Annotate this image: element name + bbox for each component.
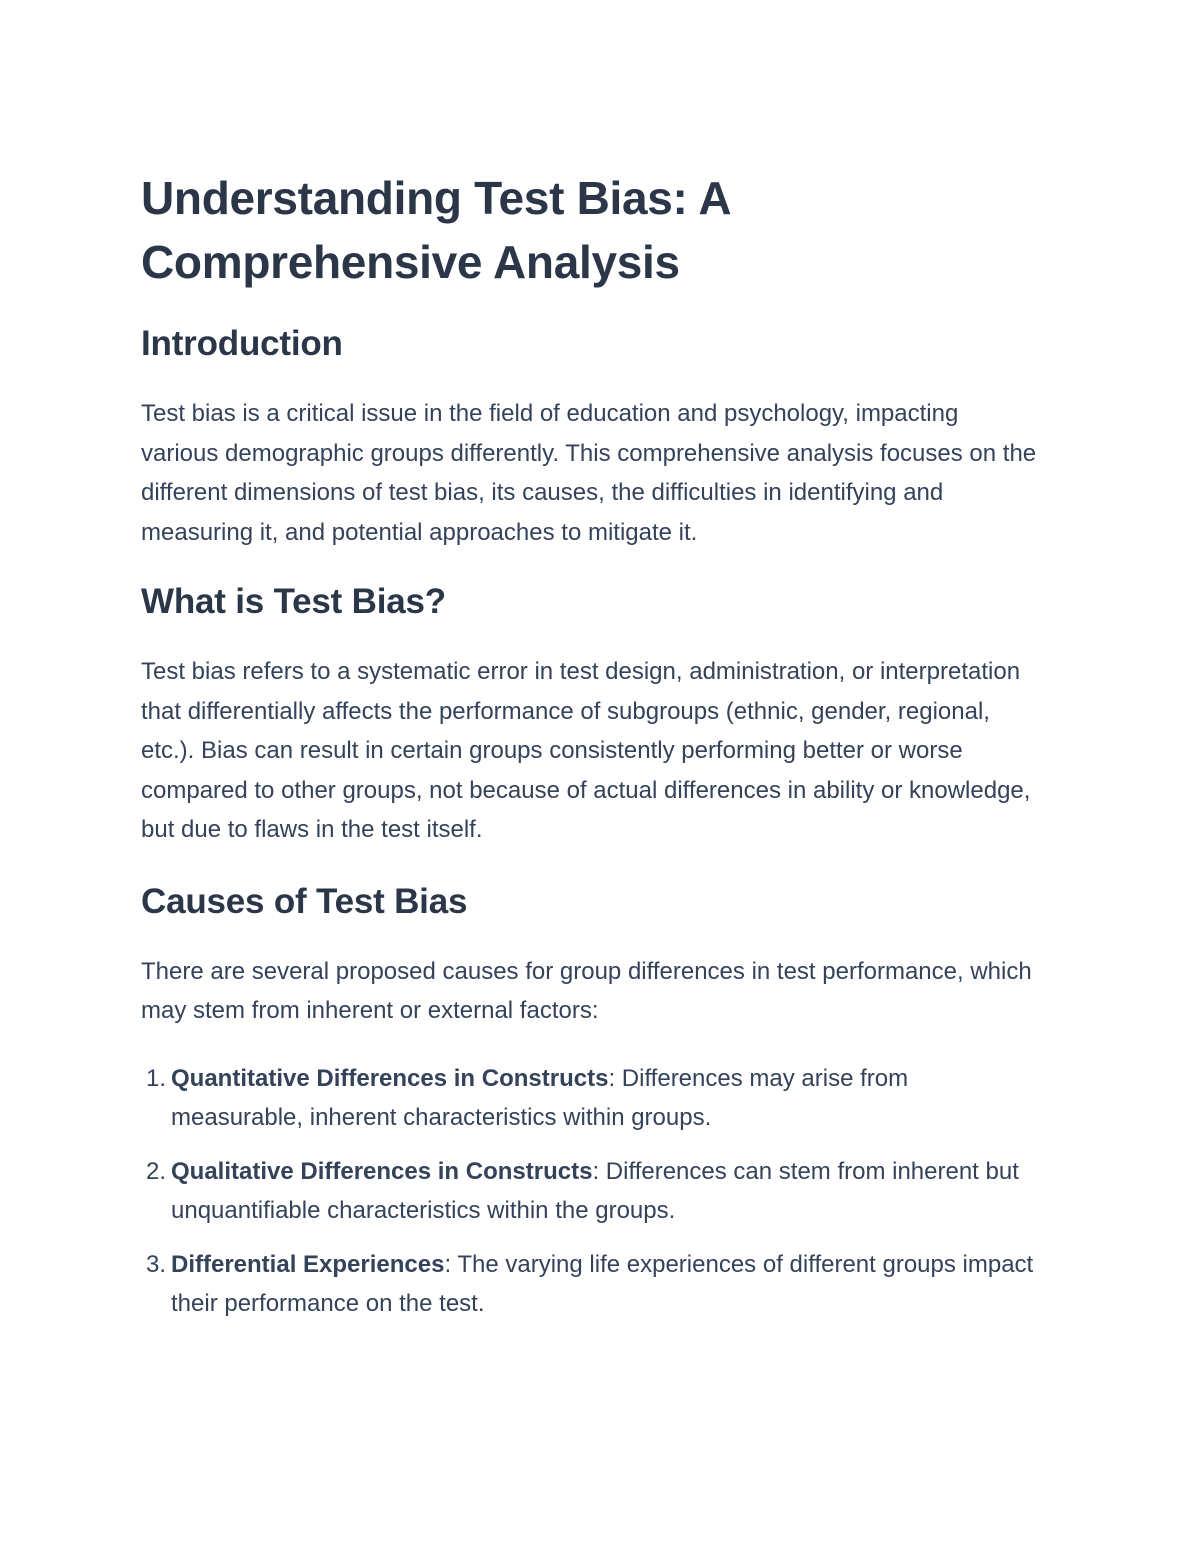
list-item-term: Quantitative Differences in Constructs xyxy=(171,1064,609,1092)
list-item-text: : The varying life experiences of different groups impact their performance on the test. xyxy=(171,1250,1034,1317)
what-is-test-bias-paragraph: Test bias refers to a systematic error in test design, administration, or interpretation that differentially affects the performance of subgroups (ethnic, gender, regional, etc.). Bias can result in certain groups consistently performing better or worse compared to other groups, not because of actual differences in ability or knowledge, but due to flaws in the test itself. xyxy=(141,658,1031,843)
section-heading-introduction: Introduction xyxy=(141,324,343,363)
list-item-text: : Differences may arise from measurable, inherent characteristics within groups. xyxy=(171,1064,909,1131)
list-item-number: 3. xyxy=(146,1250,167,1278)
introduction-paragraph: Test bias is a critical issue in the field of education and psychology, impacting various demographic groups differently. This comprehensive analysis focuses on the different dimensions of test bias, its causes, the difficulties in identifying and measuring it, and potential approaches to mitigate it. xyxy=(141,400,1037,546)
list-item xyxy=(141,1152,1040,1231)
list-item xyxy=(141,1059,1040,1138)
list-item-number: 1. xyxy=(146,1064,167,1092)
list-item-number: 2. xyxy=(146,1157,167,1185)
causes-intro-paragraph: There are several proposed causes for group differences in test performance, which may stem from inherent or external factors: xyxy=(141,957,1032,1024)
list-item-term: Differential Experiences xyxy=(171,1250,445,1278)
list-item-term: Qualitative Differences in Constructs xyxy=(171,1157,593,1185)
document-title: Understanding Test Bias: A Comprehensive Analysis xyxy=(141,172,730,288)
causes-list xyxy=(141,1059,1040,1324)
section-heading-what-is-test-bias: What is Test Bias? xyxy=(141,582,446,621)
list-item-text: : Differences can stem from inherent but unquantifiable characteristics within the groups. xyxy=(171,1157,1019,1224)
section-heading-causes-of-test-bias: Causes of Test Bias xyxy=(141,881,468,921)
list-item xyxy=(141,1245,1040,1324)
